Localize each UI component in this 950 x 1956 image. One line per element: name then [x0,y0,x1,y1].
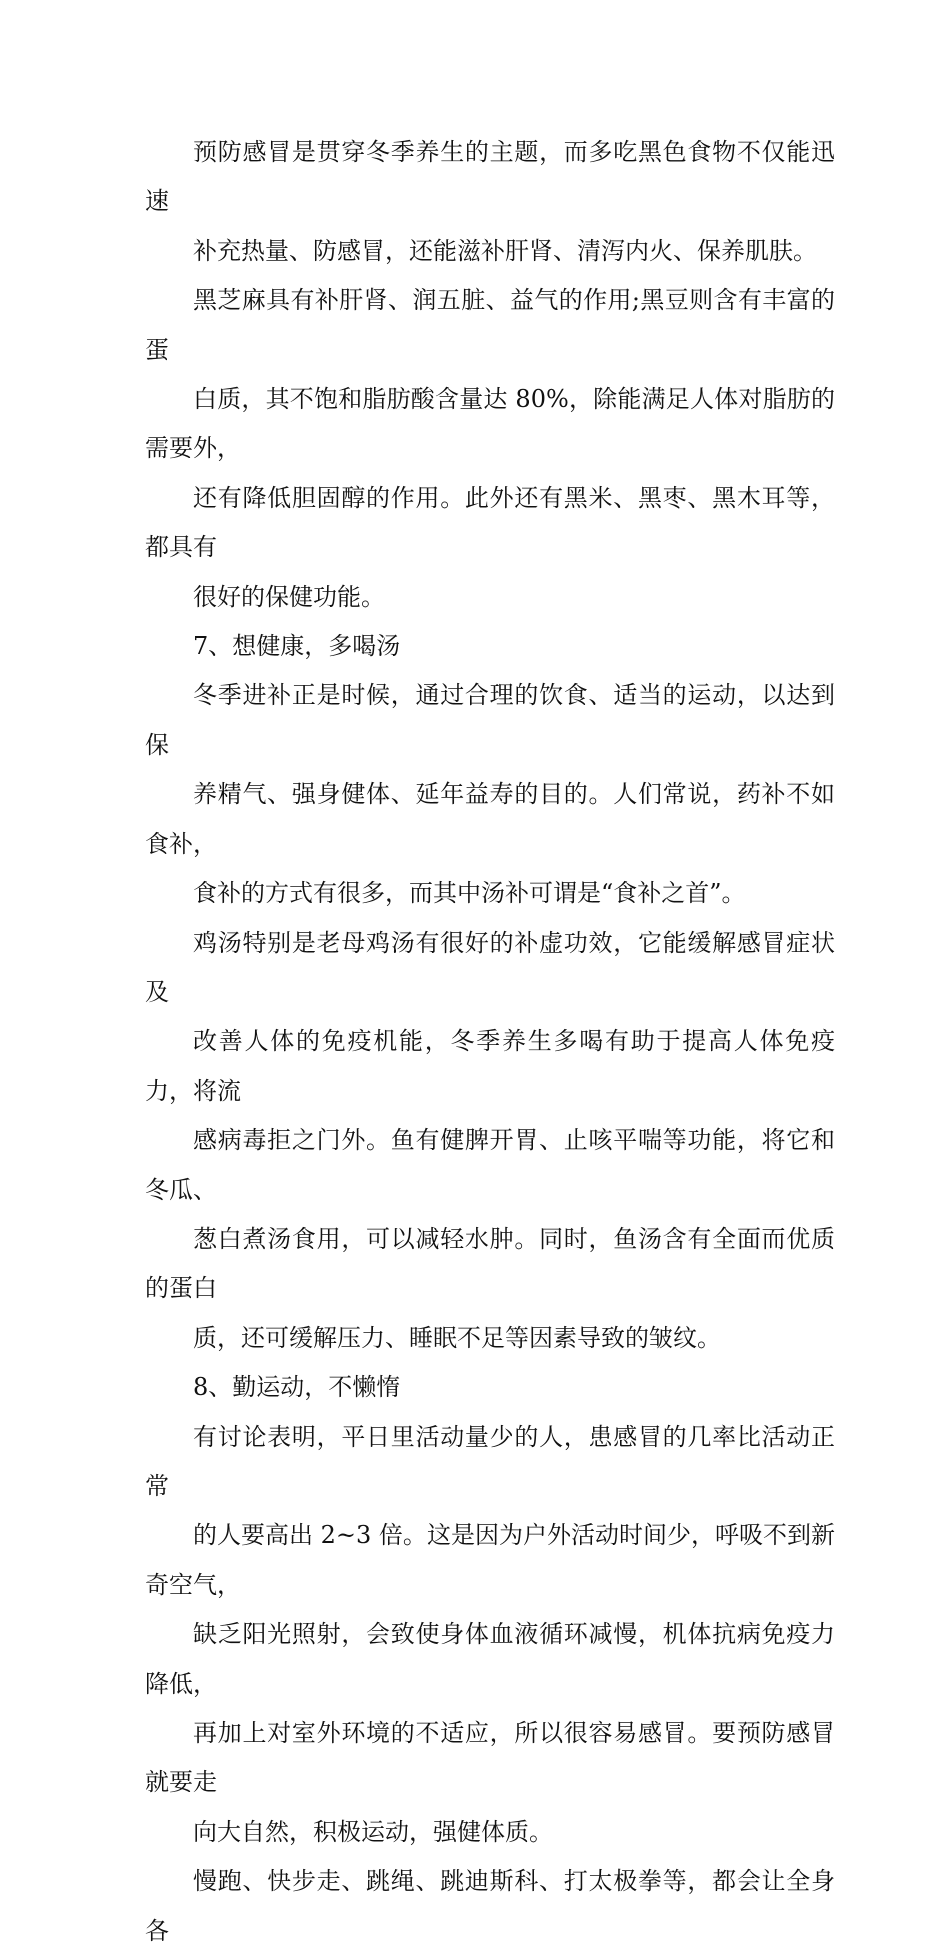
document-body [145,128,835,1956]
text-line: 的人要高出 2~3 倍。这是因为户外活动时间少，呼吸不到新奇空气， [145,1521,835,1599]
text-line: 缺乏阳光照射，会致使身体血液循环减慢，机体抗病免疫力降低， [145,1620,835,1698]
section-heading-8 [145,1363,835,1412]
text-line: 预防感冒是贯穿冬季养生的主题，而多吃黑色食物不仅能迅速 [145,138,835,216]
text-line: 慢跑、快步走、跳绳、跳迪斯科、打太极拳等，都会让全身各 [145,1867,835,1945]
text-line: 有讨论表明，平日里活动量少的人，患感冒的几率比活动正常 [145,1422,835,1500]
text-line: 白质，其不饱和脂肪酸含量达 80%，除能满足人体对脂肪的需要外， [145,385,835,463]
text-line: 鸡汤特别是老母鸡汤有很好的补虚功效，它能缓解感冒症状及 [145,928,835,1006]
text-line: 还有降低胆固醇的作用。此外还有黑米、黑枣、黑木耳等，都具有 [145,483,835,562]
paragraph-black-sesame-beans [145,276,835,622]
text-line: 再加上对室外环境的不适应，所以很容易感冒。要预防感冒就要走 [145,1719,835,1797]
text-line: 食补的方式有很多，而其中汤补可谓是“食补之首”。 [193,879,746,908]
text-line: 补充热量、防感冒，还能滋补肝肾、清泻内火、保养肌肤。 [193,236,817,265]
text-line: 黑芝麻具有补肝肾、润五脏、益气的作用;黑豆则含有丰富的蛋 [145,286,835,364]
text-line: 养精气、强身健体、延年益寿的目的。人们常说，药补不如食补， [145,780,835,858]
text-line: 改善人体的免疫机能，冬季养生多喝有助于提高人体免疫力，将流 [145,1027,835,1105]
heading-line: 8、勤运动，不懒惰 [193,1373,401,1402]
text-line: 感病毒拒之门外。鱼有健脾开胃、止咳平喘等功能，将它和冬瓜、 [145,1126,835,1204]
text-line: 很好的保健功能。 [193,582,385,611]
text-line: 向大自然，积极运动，强健体质。 [193,1817,553,1846]
paragraph-winter-nourishment [145,671,835,918]
paragraph-exercise-research [145,1413,835,1858]
section-heading-7 [145,622,835,671]
paragraph-exercise-types [145,1857,835,1956]
paragraph-black-food-intro [145,128,835,276]
heading-line: 7、想健康，多喝汤 [193,632,401,661]
paragraph-chicken-fish-soup [145,919,835,1364]
text-line: 葱白煮汤食用，可以减轻水肿。同时，鱼汤含有全面而优质的蛋白 [145,1224,835,1303]
text-line: 冬季进补正是时候，通过合理的饮食、适当的运动，以达到保 [145,681,835,759]
text-line: 质，还可缓解压力、睡眠不足等因素导致的皱纹。 [193,1323,721,1352]
